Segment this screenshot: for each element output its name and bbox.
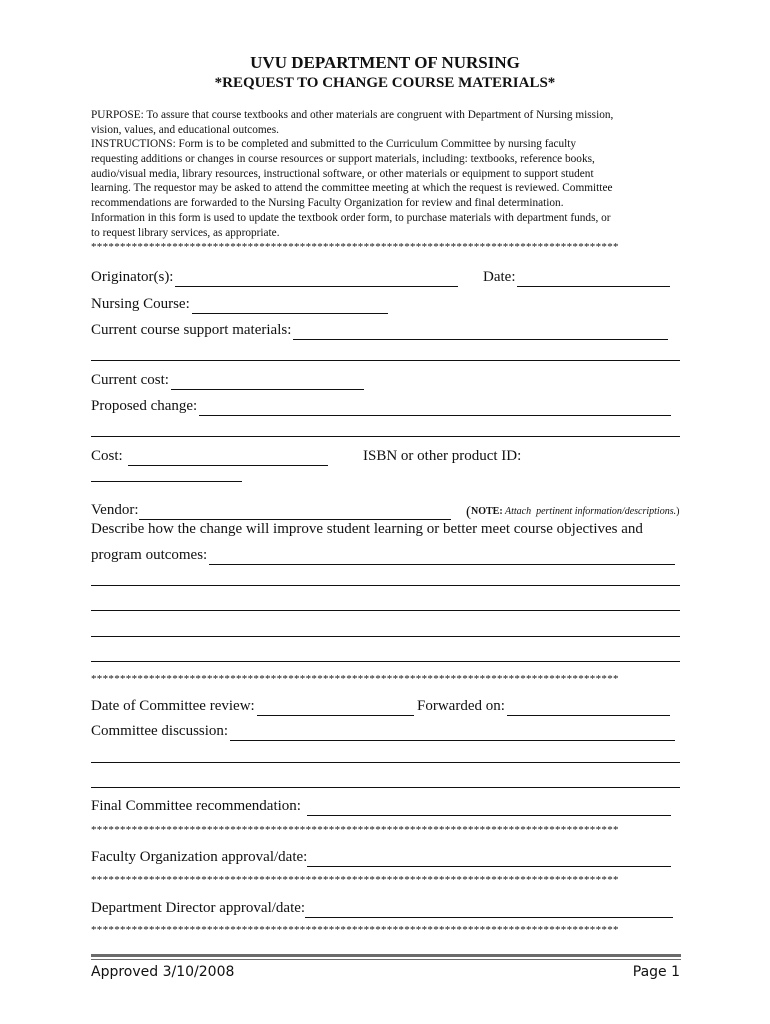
- intro-line: to request library services, as appropriate.: [91, 226, 280, 239]
- program-outcomes-line[interactable]: [91, 636, 680, 637]
- cost-field[interactable]: [128, 451, 328, 466]
- forwarded-label: Forwarded on:: [417, 698, 505, 714]
- isbn-label: ISBN or other product ID:: [363, 448, 522, 464]
- current-materials-field[interactable]: [293, 325, 668, 340]
- intro-line: learning. The requestor may be asked to attend the committee meeting at which the request is reviewed. Committee: [91, 182, 613, 195]
- committee-review-label: Date of Committee review:: [91, 698, 255, 714]
- program-outcomes-line[interactable]: [91, 585, 680, 586]
- committee-discussion-field[interactable]: [230, 726, 675, 741]
- proposed-change-field-continued[interactable]: [91, 436, 680, 437]
- asterisk-divider: *******************************************************************************************: [91, 874, 619, 886]
- intro-line: Information in this form is used to update the textbook order form, to purchase materials with department funds, or: [91, 211, 611, 224]
- describe-row: [91, 519, 681, 539]
- asterisk-divider: *******************************************************************************************: [91, 673, 619, 685]
- director-approval-label: Department Director approval/date:: [91, 900, 306, 916]
- footer-rule-thin: [91, 959, 681, 960]
- form-title: *REQUEST TO CHANGE COURSE MATERIALS*: [214, 75, 556, 91]
- describe-label: Describe how the change will improve student learning or better meet course objectives and: [91, 521, 643, 537]
- vendor-label: Vendor:: [91, 502, 139, 518]
- footer-rule: [91, 954, 681, 957]
- note-label: NOTE:: [471, 506, 503, 517]
- intro-line: recommendations are forwarded to the Nursing Faculty Organization for review and final determination.: [91, 197, 564, 210]
- program-outcomes-label: program outcomes:: [91, 547, 208, 563]
- note-close-paren: ): [676, 506, 680, 517]
- current-cost-label: Current cost:: [91, 372, 169, 388]
- final-recommendation-label: Final Committee recommendation:: [91, 798, 301, 814]
- program-outcomes-line[interactable]: [91, 610, 680, 611]
- faculty-approval-field[interactable]: [307, 852, 671, 867]
- cost-label: Cost:: [91, 448, 123, 464]
- page-number: Page 1: [632, 964, 680, 980]
- nursing-course-label: Nursing Course:: [91, 296, 190, 312]
- proposed-change-row: [91, 396, 681, 416]
- committee-discussion-line[interactable]: [91, 787, 680, 788]
- committee-discussion-line[interactable]: [91, 762, 680, 763]
- originators-field[interactable]: [175, 272, 458, 287]
- current-cost-row: [91, 370, 681, 390]
- director-approval-field[interactable]: [305, 903, 673, 918]
- vendor-note: [466, 500, 679, 520]
- department-title: UVU DEPARTMENT OF NURSING: [250, 53, 520, 72]
- current-materials-row: [91, 320, 681, 340]
- instructions-text: [91, 108, 691, 240]
- date-field[interactable]: [517, 272, 670, 287]
- committee-review-field[interactable]: [257, 701, 414, 716]
- intro-line: audio/visual media, library resources, instructional software, or other materials or equipment to support student: [91, 167, 594, 180]
- intro-line: requesting additions or changes in course resources or support materials, including: textbooks, reference books,: [91, 153, 595, 166]
- committee-discussion-row: [91, 721, 681, 741]
- vendor-row: [91, 500, 681, 520]
- committee-review-row: [91, 696, 681, 716]
- director-approval-row: [91, 898, 681, 918]
- current-materials-label: Current course support materials:: [91, 322, 292, 338]
- final-recommendation-row: [91, 796, 681, 816]
- intro-line: vision, values, and educational outcomes.: [91, 123, 279, 136]
- originator-row: [91, 267, 681, 287]
- committee-discussion-label: Committee discussion:: [91, 723, 229, 739]
- isbn-field[interactable]: [91, 481, 242, 482]
- faculty-approval-row: [91, 847, 681, 867]
- current-materials-field-continued[interactable]: [91, 360, 680, 361]
- vendor-field[interactable]: [139, 505, 451, 520]
- final-recommendation-field[interactable]: [307, 801, 671, 816]
- nursing-course-row: [91, 294, 681, 314]
- intro-line: INSTRUCTIONS: Form is to be completed and submitted to the Curriculum Committee by nursing faculty: [91, 138, 577, 151]
- current-cost-field[interactable]: [171, 375, 364, 390]
- asterisk-divider: *******************************************************************************************: [91, 824, 619, 836]
- date-label: Date:: [483, 269, 516, 285]
- program-outcomes-row: [91, 545, 681, 565]
- asterisk-divider: *******************************************************************************************: [91, 924, 619, 936]
- asterisk-divider: *******************************************************************************************: [91, 241, 619, 253]
- program-outcomes-field[interactable]: [209, 550, 675, 565]
- faculty-approval-label: Faculty Organization approval/date:: [91, 849, 308, 865]
- approved-date: Approved 3/10/2008: [91, 964, 235, 980]
- originators-label: Originator(s):: [91, 269, 174, 285]
- nursing-course-field[interactable]: [192, 299, 388, 314]
- cost-row: [91, 446, 681, 466]
- program-outcomes-line[interactable]: [91, 661, 680, 662]
- proposed-change-field[interactable]: [199, 401, 671, 416]
- note-open-paren: (: [466, 504, 471, 520]
- note-text: Attach pertinent information/descriptions.: [502, 506, 677, 517]
- intro-line: PURPOSE: To assure that course textbooks and other materials are congruent with Department of Nursing mission,: [91, 109, 614, 121]
- forwarded-field[interactable]: [507, 701, 670, 716]
- proposed-change-label: Proposed change:: [91, 398, 198, 414]
